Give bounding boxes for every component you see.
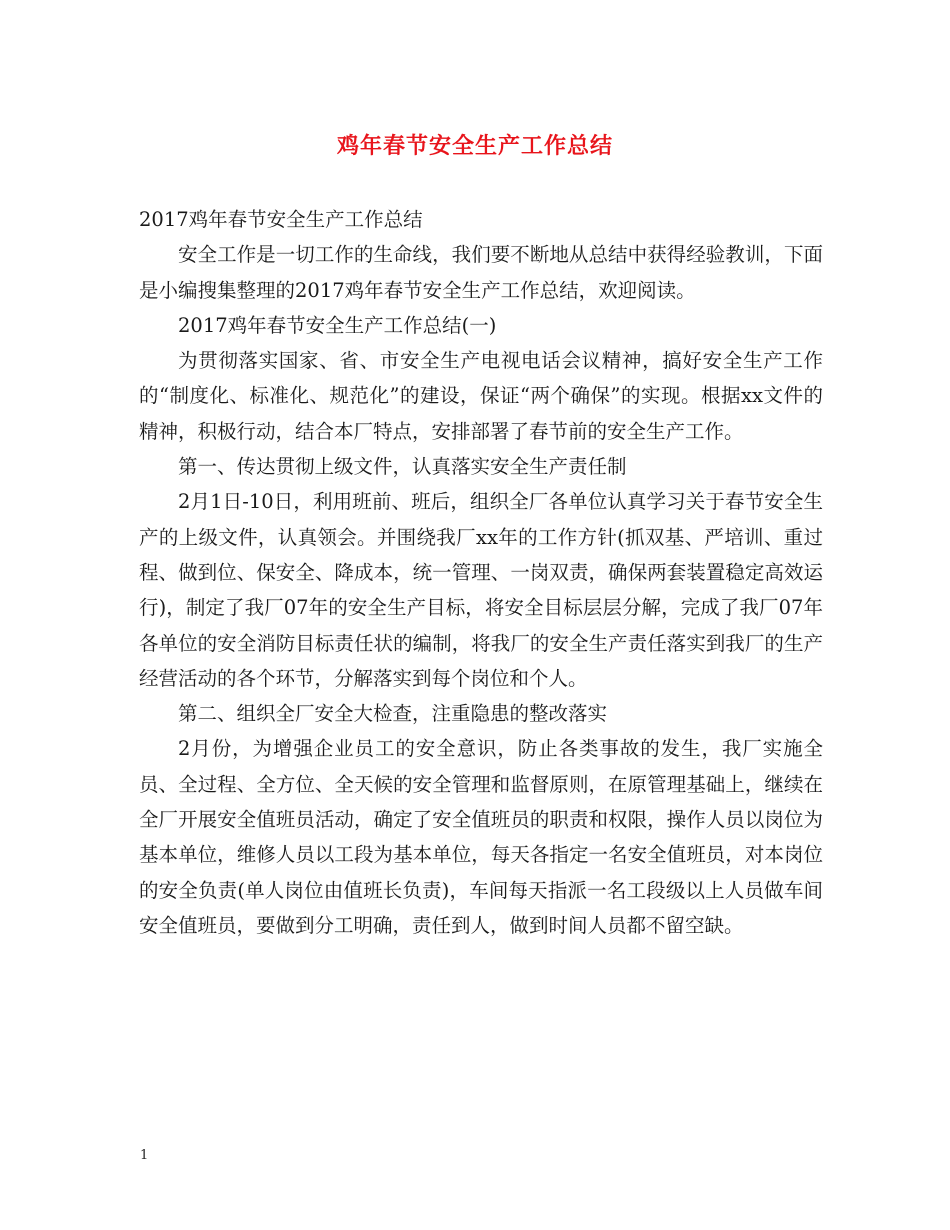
document-body: [139, 202, 823, 943]
item-heading-second: 第二、组织全厂安全大检查，注重隐患的整改落实: [178, 702, 608, 726]
page-number: 1: [140, 1148, 149, 1163]
section-heading-one: 2017鸡年春节安全生产工作总结(一): [178, 313, 497, 337]
body-paragraph: 2月份，为增强企业员工的安全意识，防止各类事故的发生，我厂实施全员、全过程、全方位、全天候的安全管理和监督原则，在原管理基础上，继续在全厂开展安全值班员活动，确定了安全值班员的职责和权限，操作人员以岗位为基本单位，维修人员以工段为基本单位，每天各指定一名安全值班员，对本岗位的安全负责(单人岗位由值班长负责)，车间每天指派一名工段级以上人员做车间安全值班员，要做到分工明确，责任到人，做到时间人员都不留空缺。: [139, 737, 823, 937]
body-paragraph: 2月1日-10日，利用班前、班后，组织全厂各单位认真学习关于春节安全生产的上级文件，认真领会。并围绕我厂xx年的工作方针(抓双基、严培训、重过程、做到位、保安全、降成本，统一管理、一岗双责，确保两套装置稳定高效运行)，制定了我厂07年的安全生产目标，将安全目标层层分解，完成了我厂07年各单位的安全消防目标责任状的编制，将我厂的安全生产责任落实到我厂的生产经营活动的各个环节，分解落实到每个岗位和个人。: [139, 490, 823, 690]
body-paragraph: 为贯彻落实国家、省、市安全生产电视电话会议精神，搞好安全生产工作的“制度化、标准化、规范化”的建设，保证“两个确保”的实现。根据xx文件的精神，积极行动，结合本厂特点，安排部署了春节前的安全生产工作。: [139, 349, 823, 443]
intro-paragraph: 安全工作是一切工作的生命线，我们要不断地从总结中获得经验教训，下面是小编搜集整理的2017鸡年春节安全生产工作总结，欢迎阅读。: [139, 243, 823, 302]
page-title: 鸡年春节安全生产工作总结: [336, 134, 613, 159]
item-heading-first: 第一、传达贯彻上级文件，认真落实安全生产责任制: [178, 455, 627, 479]
subtitle-paragraph: 2017鸡年春节安全生产工作总结: [139, 208, 423, 231]
